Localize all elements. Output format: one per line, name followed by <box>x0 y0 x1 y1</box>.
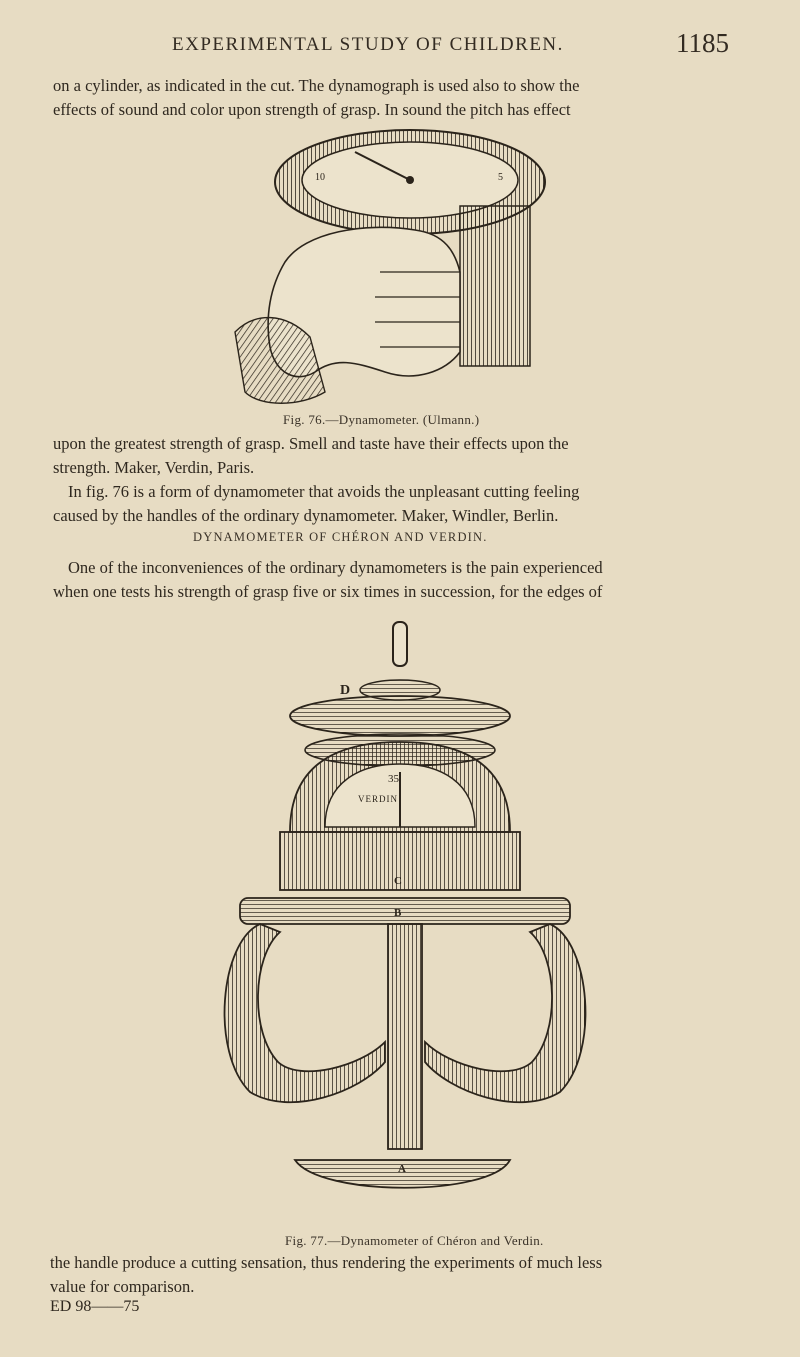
cap-disc <box>290 696 510 736</box>
right-handle-loop <box>425 924 585 1102</box>
label-c: C <box>394 875 402 887</box>
paragraph-line: on a cylinder, as indicated in the cut. The dynamograph is used also to show the <box>53 76 580 95</box>
top-knob <box>393 622 407 666</box>
paragraph-line: In fig. 76 is a form of dynamometer that avoids the unpleasant cutting feeling <box>68 482 580 501</box>
dial-number: 35 <box>388 773 399 785</box>
paragraph-line: caused by the handles of the ordinary dynamometer. Maker, Windler, Berlin. <box>53 506 559 525</box>
running-head <box>0 28 800 58</box>
maker-mark: VERDIN <box>358 794 398 804</box>
label-a: A <box>398 1163 406 1175</box>
label-b: B <box>394 907 402 919</box>
label-d: D <box>340 683 351 698</box>
section-heading: DYNAMOMETER OF CHÉRON AND VERDIN. <box>193 530 488 544</box>
central-stem <box>388 924 422 1149</box>
grip-bar <box>460 206 530 366</box>
dial-pivot <box>406 176 414 184</box>
figure-76-caption: Fig. 76.—Dynamometer. (Ulmann.) <box>283 412 480 427</box>
figure-77-illustration <box>220 612 590 1224</box>
signature-mark: ED 98——75 <box>50 1298 140 1315</box>
figure-77-caption: Fig. 77.—Dynamometer of Chéron and Verdin. <box>285 1233 544 1248</box>
left-handle-loop <box>225 924 385 1102</box>
running-head-title: EXPERIMENTAL STUDY OF CHILDREN. <box>172 34 564 55</box>
paragraph-line: strength. Maker, Verdin, Paris. <box>53 458 255 477</box>
paragraph-1 <box>53 74 579 122</box>
dial-label-10: 10 <box>315 172 325 183</box>
paragraph-line: value for comparison. <box>50 1277 195 1296</box>
paragraph-line: effects of sound and color upon strength of grasp. In sound the pitch has effect <box>53 100 571 119</box>
paragraph-line: the handle produce a cutting sensation, thus rendering the experiments of much less <box>50 1253 603 1272</box>
figure-76-illustration <box>215 122 555 412</box>
dial-label-5: 5 <box>498 172 503 183</box>
paragraph-3 <box>53 556 603 604</box>
paragraph-line: upon the greatest strength of grasp. Smell and taste have their effects upon the <box>53 434 569 453</box>
paragraph-4 <box>50 1251 602 1299</box>
paragraph-line: when one tests his strength of grasp five or six times in succession, for the edges of <box>53 582 603 601</box>
page-number: 1185 <box>676 28 729 58</box>
upper-crossbar <box>240 898 570 924</box>
paragraph-line: One of the inconveniences of the ordinary dynamometers is the pain experienced <box>68 558 603 577</box>
paragraph-2 <box>53 432 579 528</box>
